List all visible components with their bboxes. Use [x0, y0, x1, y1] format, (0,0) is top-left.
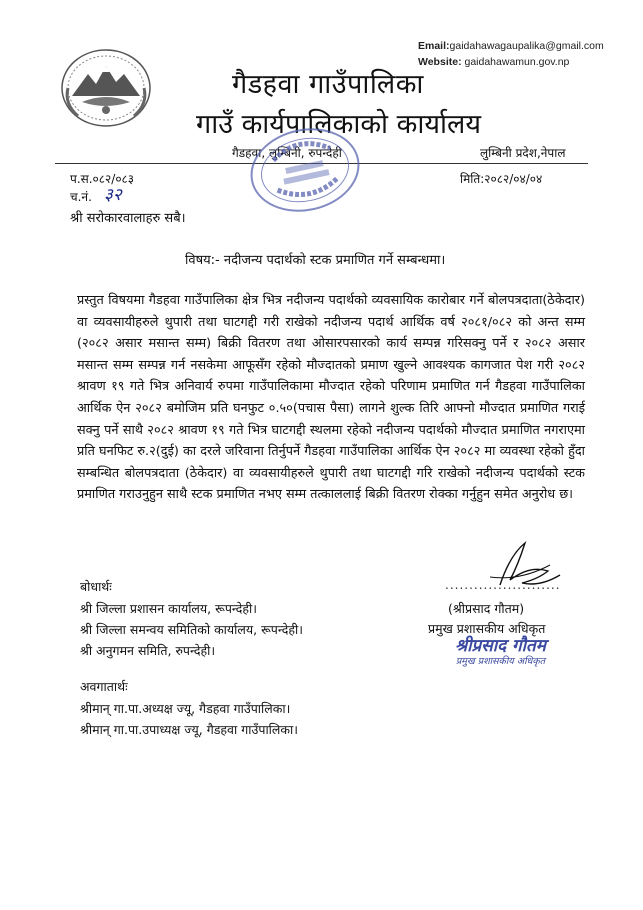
letter-body: प्रस्तुत विषयमा गैडहवा गाउँपालिका क्षेत्र भित्र नदीजन्य पदार्थको व्यवसायिक कारोबार गर्ने बोलपत्रदाता(ठेकेदार) वा व्यवसायीहरुले थुपारी तथा घाटगद्दी गरी राखेको नदीजन्य पदार्थ आर्थिक वर्ष २०८१/०८२ को अन्त सम्म (२०८२ असार मसान्त सम्म) बिक्री वितरण तथा ओसारपसारको कार्य सम्पन्न गरिसक्नु पर्ने र २०८२ असार मसान्त सम्म सम्पन्न गर्न नसकेमा आफूसँग रहेको मौज्दातको प्रमाण खुल्ने आवश्यक कागजात पेश गरी २०८२ श्रावण १९ गते भित्र अनिवार्य रुपमा गाउँपालिकामा मौज्दात रहेको परिणाम प्रमाणित गर्न गैडहवा गाउँपालिका आर्थिक ऐन २०८२ बमोजिम प्रति घनफुट ०.५०(पचास पैसा) लागने शुल्क तिरि आफ्नो मौज्दात प्रमाणित गराई सक्नु पर्ने साथै २०८२ श्रावण १९ गते भित्र घाटगद्दी स्थलमा रहेको नदीजन्य पदार्थको मौज्दात प्रमाणित नगराएमा प्रति घनफिट रु.२(दुई) का दरले जरिवाना तिर्नुपर्ने गैडहवा गाउँपालिका आर्थिक ऐन २०८२ मा व्यवस्था रहेको हुँदा सम्बन्धित बोलपत्रदाता (ठेकेदार) वा व्यवसायीहरुले थुपारी तथा घाटगद्दी गरि राखेको नदीजन्य पदार्थको स्टक प्रमाणित गराउनुहुन साथै स्टक प्रमाणित नभए सम्म तत्काललाई बिक्री वितरण रोक्का गर्नुहुन समेत अनुरोध छ। — [77, 293, 585, 503]
website-line — [418, 56, 569, 68]
salutation: श्री सरोकारवालाहरु सबै। — [70, 211, 186, 226]
office-round-stamp — [246, 124, 364, 216]
signature-line: ........................ — [445, 578, 561, 592]
office-name-line1: गैडहवा गाउँपालिका — [232, 69, 424, 100]
list-item: श्रीमान् गा.पा.उपाध्यक्ष ज्यू, गैडहवा गाउँपालिका। — [80, 722, 298, 737]
province-label: लुम्बिनी प्रदेश,नेपाल — [480, 146, 566, 160]
office-address: गैडहवा, लुम्बिनी, रुपन्देही — [232, 146, 342, 160]
bodhartha-heading: बोधार्थः — [80, 579, 112, 594]
stamp-title: प्रमुख प्रशासकीय अधिकृत — [455, 656, 546, 667]
list-item: श्री अनुगमन समिति, रुपन्देही। — [80, 643, 216, 658]
list-item: श्री जिल्ला समन्वय समितिको कार्यालय, रूपन्देही। — [80, 622, 303, 637]
list-item: श्रीमान् गा.पा.अध्यक्ष ज्यू, गैडहवा गाउँपालिका। — [80, 701, 291, 716]
stamp-name: श्रीप्रसाद गौतम — [455, 636, 546, 656]
reference-number: प.स.०८२/०८३ — [70, 172, 135, 186]
email-label: Email: — [418, 40, 450, 52]
signatory-name: (श्रीप्रसाद गौतम) — [448, 601, 525, 616]
letter-date: मिति:२०८२/०४/०४ — [460, 172, 543, 186]
office-name-line2: गाउँ कार्यपालिकाको कार्यालय — [196, 109, 481, 140]
email-line — [418, 40, 604, 52]
signatory-title: प्रमुख प्रशासकीय अधिकृत — [428, 621, 546, 636]
email-value: gaidahawagaupalika@gmail.com — [449, 40, 604, 52]
subject-line: विषय:- नदीजन्य पदार्थको स्टक प्रमाणित गर्ने सम्बन्धमा। — [185, 253, 446, 268]
website-value: gaidahawamun.gov.np — [461, 56, 570, 68]
chalani-number-handwritten: ३२ — [104, 185, 122, 205]
chalani-label: च.नं. — [70, 190, 92, 204]
nepal-emblem-logo — [58, 44, 154, 128]
bodhartha-list — [80, 598, 303, 661]
signatory-stamp — [438, 636, 563, 676]
website-label: Website: — [418, 56, 462, 68]
avagat-list — [80, 698, 298, 740]
list-item: श्री जिल्ला प्रशासन कार्यालय, रूपन्देही। — [80, 601, 258, 616]
avagat-heading: अवगातार्थः — [80, 679, 128, 694]
